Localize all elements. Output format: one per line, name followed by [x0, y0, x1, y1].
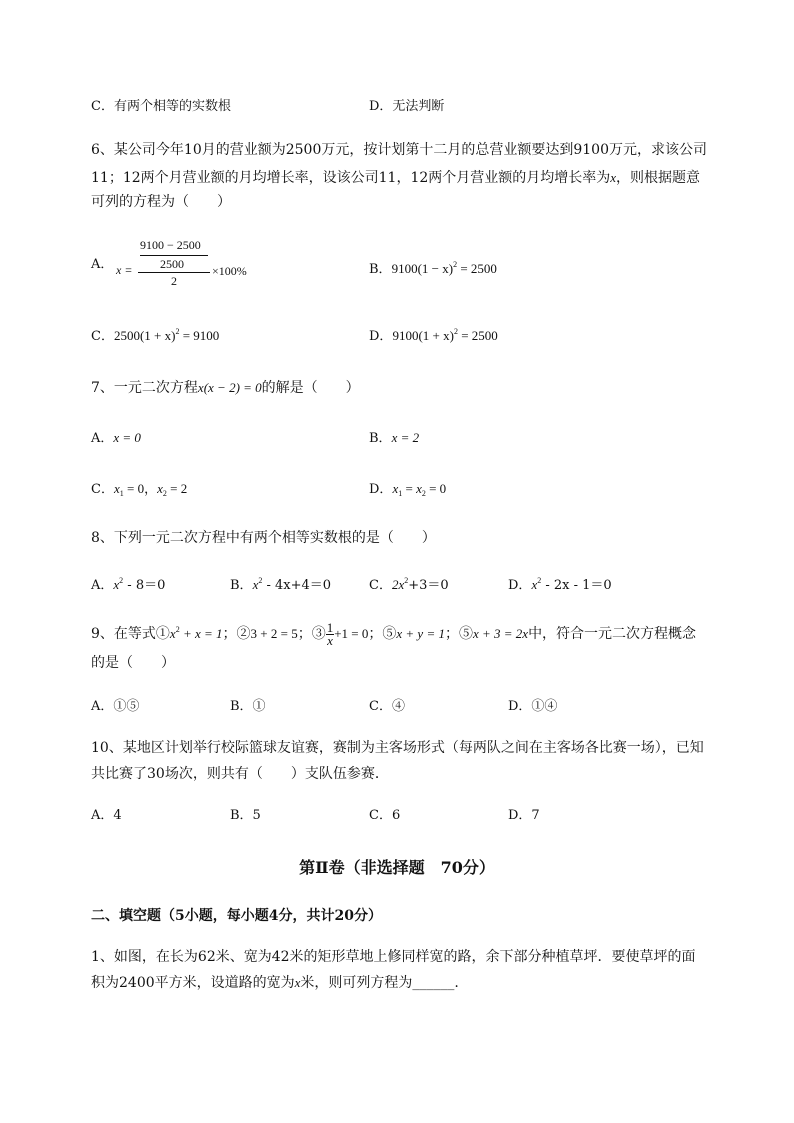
q6-option-a-outer-bar [138, 272, 210, 273]
q9-option-a: A．①⑤ [91, 699, 140, 714]
q9-option-c: C．④ [369, 699, 405, 714]
q10-stem-line2: 共比赛了30场次，则共有（ ）支队伍参赛． [91, 766, 389, 782]
q8-option-b: B．$x^2 - 4x+4=0$ [230, 576, 332, 593]
fill1-stem-line2: 积为2400平方米，设道路的宽为x米，则可列方程为______. [91, 975, 459, 991]
q9-option-d: D．①④ [508, 699, 558, 714]
q6-option-a-outer-denominator: 2 [171, 274, 177, 288]
q7-option-d: D．$x_1 = x_2 = 0$ [369, 481, 447, 498]
q6-option-a-inner-bar [140, 255, 208, 256]
q7-stem: 7、一元二次方程x(x − 2) = 0的解是（ ） [91, 380, 360, 396]
q9-eq3-fraction: $\frac{1}{x}$ [326, 619, 334, 648]
q6-stem-line1: 6、某公司今年10月的营业额为2500万元，按计划第十二月的总营业额要达到9100万元，求该公司 [91, 142, 707, 158]
q6-option-b: B．$9100(1 - x)^2 = 2500$ [369, 260, 497, 277]
q6-option-a-lhs: x = [116, 263, 133, 277]
part-heading: 二、填空题（5小题，每小题4分，共计20分） [91, 908, 382, 924]
q8-option-c: C．$2x^2+3=0$ [369, 576, 449, 593]
fill1-stem-line1: 1、如图，在长为62米、宽为42米的矩形草地上修同样宽的路，余下部分种植草坪．要使草坪的面 [91, 949, 696, 965]
q6-option-a-numerator: 9100 − 2500 [140, 238, 201, 252]
q6-option-a-inner-denominator: 2500 [160, 257, 184, 271]
q10-option-b: B．5 [230, 808, 261, 823]
q8-option-a: A．$x^2 - 8=0$ [91, 576, 166, 593]
q6-stem-line2: 11；12两个月营业额的月均增长率，设该公司11，12两个月营业额的月均增长率为x，则根据题意 [91, 170, 701, 186]
q7-option-c: C．$x_1 = 0$，$x_2 = 2$ [91, 481, 188, 498]
q9-option-b: B．① [230, 699, 266, 714]
q8-stem: 8、下列一元二次方程中有两个相等实数根的是（ ） [91, 530, 436, 546]
q7-option-a: A．x = 0 [91, 430, 141, 446]
q6-option-c: C．$2500(1 + x)^2 = 9100$ [91, 327, 220, 344]
q6-stem-line3: 可列的方程为（ ） [91, 194, 231, 210]
q10-option-a: A．4 [91, 808, 122, 823]
q8-option-d: D．$x^2 - 2x - 1=0$ [508, 576, 612, 593]
section-title: 第Ⅱ卷（非选择题 70分） [299, 858, 495, 877]
q7-option-b: B．x = 2 [369, 430, 420, 446]
q6-option-a-label: A． [91, 257, 114, 272]
q9-stem-line1: 9、在等式$①x^2 + x = 1$；②3 + 2 = 5；③ $\frac{1}{x}$ +1 = 0；⑤x + y = 1；⑤x + 3 = 2x中，符合一元二次方程概念 [91, 619, 697, 648]
q5-option-c: C．有两个相等的实数根 [91, 99, 231, 114]
q5-option-d: D．无法判断 [369, 99, 445, 114]
q6-option-a-rhs: ×100% [212, 264, 247, 278]
q10-stem-line1: 10、某地区计划举行校际篮球友谊赛，赛制为主客场形式（每两队之间在主客场各比赛一场），已知 [91, 740, 704, 756]
q10-option-d: D．7 [508, 808, 540, 823]
q6-option-d: D．$9100(1 + x)^2 = 2500$ [369, 327, 498, 344]
q9-stem-line2: 的是（ ） [91, 655, 175, 671]
q10-option-c: C．6 [369, 808, 401, 823]
